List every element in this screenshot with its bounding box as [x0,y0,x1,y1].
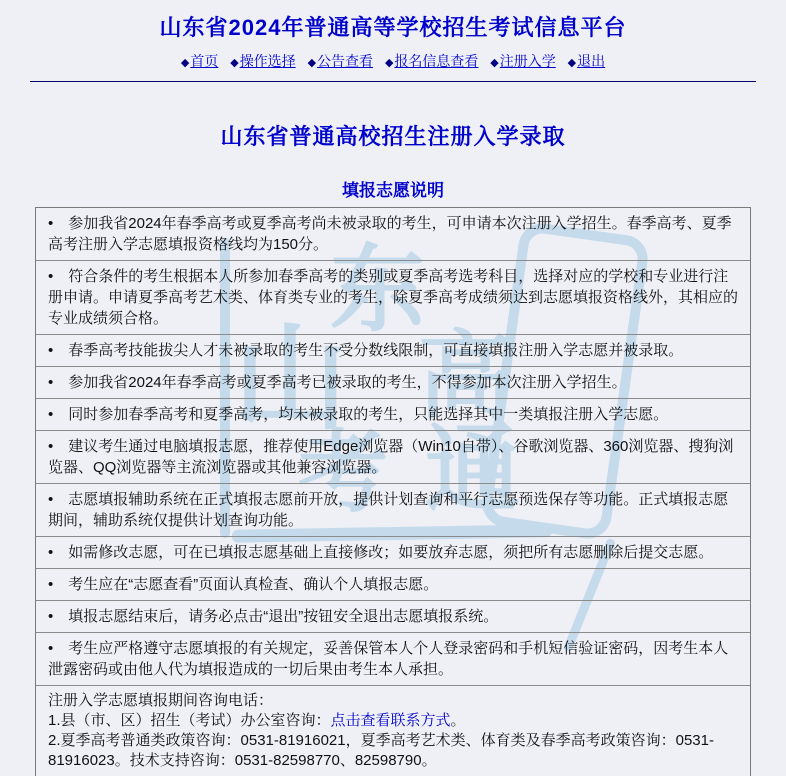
watermark-char: 通 [425,417,521,523]
nav-link-operation-select[interactable] [230,53,299,69]
instruction-text: 志愿填报辅助系统在正式填报志愿前开放，提供计划查询和平行志愿预选保存等功能。正式填报志愿期间，辅助系统仅提供计划查询功能。 [48,491,729,529]
bullet-icon: • [48,374,54,391]
instruction-text: 同时参加春季高考和夏季高考，均未被录取的考生，只能选择其中一类填报注册入学志愿。 [68,406,669,423]
instruction-row [36,208,750,260]
bullet-icon: • [48,640,54,657]
watermark-char: 考 [298,423,388,523]
bullet-icon: • [48,268,54,285]
nav-link-label: 报名信息查看 [394,53,479,69]
bullet-icon: • [48,438,54,455]
nav-link-register-admission[interactable] [490,53,559,69]
contact-link[interactable]: 点击查看联系方式 [330,712,451,729]
bullet-icon: • [48,576,54,593]
instruction-text: 考生应在“志愿查看”页面认真检查、确认个人填报志愿。 [68,576,439,593]
instruction-row [36,398,750,430]
instruction-text: 考生应严格遵守志愿填报的有关规定，妥善保管本人个人登录密码和手机短信验证密码，因考生本人泄露密码或由他人代为填报造成的一切后果由考生本人承担。 [48,640,729,678]
instruction-row [36,536,750,568]
watermark-char: 东 [330,237,426,343]
instruction-text: 参加我省2024年春季高考或夏季高考已被录取的考生，不得参加本次注册入学招生。 [68,374,627,391]
bullet-icon: • [48,406,54,423]
instructions-table [35,207,751,776]
header-divider [30,81,756,82]
contact-county-suffix: 。 [450,712,466,729]
contact-heading: 注册入学志愿填报期间咨询电话： [48,692,274,709]
watermark-char: 山 [233,315,349,443]
instruction-row [36,632,750,685]
diamond-icon: ◆ [307,57,317,69]
nav-link-label: 公告查看 [317,53,374,69]
diamond-icon: ◆ [230,57,239,69]
instruction-row [36,430,750,483]
top-navigation [0,51,786,71]
diamond-icon: ◆ [490,57,499,69]
nav-link-home[interactable] [181,53,222,69]
instruction-row [36,366,750,398]
watermark-char: 高 [418,324,514,430]
nav-link-label: 注册入学 [499,53,556,69]
nav-link-announcements[interactable] [308,53,377,69]
instruction-row [36,568,750,600]
bullet-icon: • [48,608,54,625]
diamond-icon: ◆ [180,57,190,69]
instruction-text: 春季高考技能拔尖人才未被录取的考生不受分数线限制，可直接填报注册入学志愿并被录取。 [68,342,684,359]
instruction-row [36,260,750,334]
nav-link-label: 退出 [577,53,606,69]
nav-link-label: 操作选择 [239,53,296,69]
bullet-icon: • [48,215,54,232]
contact-line-county [48,711,738,731]
bullet-icon: • [48,544,54,561]
instruction-text: 符合条件的考生根据本人所参加春季高考的类别或夏季高考选考科目，选择对应的学校和专业进行注册申请。申请夏季高考艺术类、体育类专业的考生，除夏季高考成绩须达到志愿填报资格线外，其相应的专业成绩须合格。 [48,268,739,327]
nav-link-registration-info[interactable] [385,53,482,69]
instruction-row [36,600,750,632]
nav-link-label: 首页 [190,53,219,69]
contact-line-phones: 2.夏季高考普通类政策咨询：0531-81916021，夏季高考艺术类、体育类及春季高考政策咨询：0531-81916023。技术支持咨询：0531-82598770、82598790。 [48,732,714,769]
instruction-text: 填报志愿结束后，请务必点击“退出”按钮安全退出志愿填报系统。 [68,608,499,625]
instruction-row [36,334,750,366]
diamond-icon: ◆ [567,57,577,69]
contact-section [36,685,750,776]
nav-link-logout[interactable] [568,53,605,69]
instruction-text: 如需修改志愿，可在已填报志愿基础上直接修改；如要放弃志愿，须把所有志愿删除后提交志愿。 [68,544,714,561]
instructions-list [36,208,750,685]
instruction-text: 参加我省2024年春季高考或夏季高考尚未被录取的考生，可申请本次注册入学招生。春季高考、夏季高考注册入学志愿填报资格线均为150分。 [48,215,732,253]
contact-county-prefix: 1.县（市、区）招生（考试）办公室咨询： [48,712,331,729]
platform-title: 山东省2024年普通高等学校招生考试信息平台 [159,15,627,40]
bullet-icon: • [48,342,54,359]
bullet-icon: • [48,491,54,508]
section-title: 填报志愿说明 [342,181,444,200]
page-title: 山东省普通高校招生注册入学录取 [220,124,566,149]
diamond-icon: ◆ [384,57,394,69]
instruction-row [36,483,750,536]
instruction-text: 建议考生通过电脑填报志愿，推荐使用Edge浏览器（Win10自带）、谷歌浏览器、360浏览器、搜狗浏览器、QQ浏览器等主流浏览器或其他兼容浏览器。 [48,438,734,476]
